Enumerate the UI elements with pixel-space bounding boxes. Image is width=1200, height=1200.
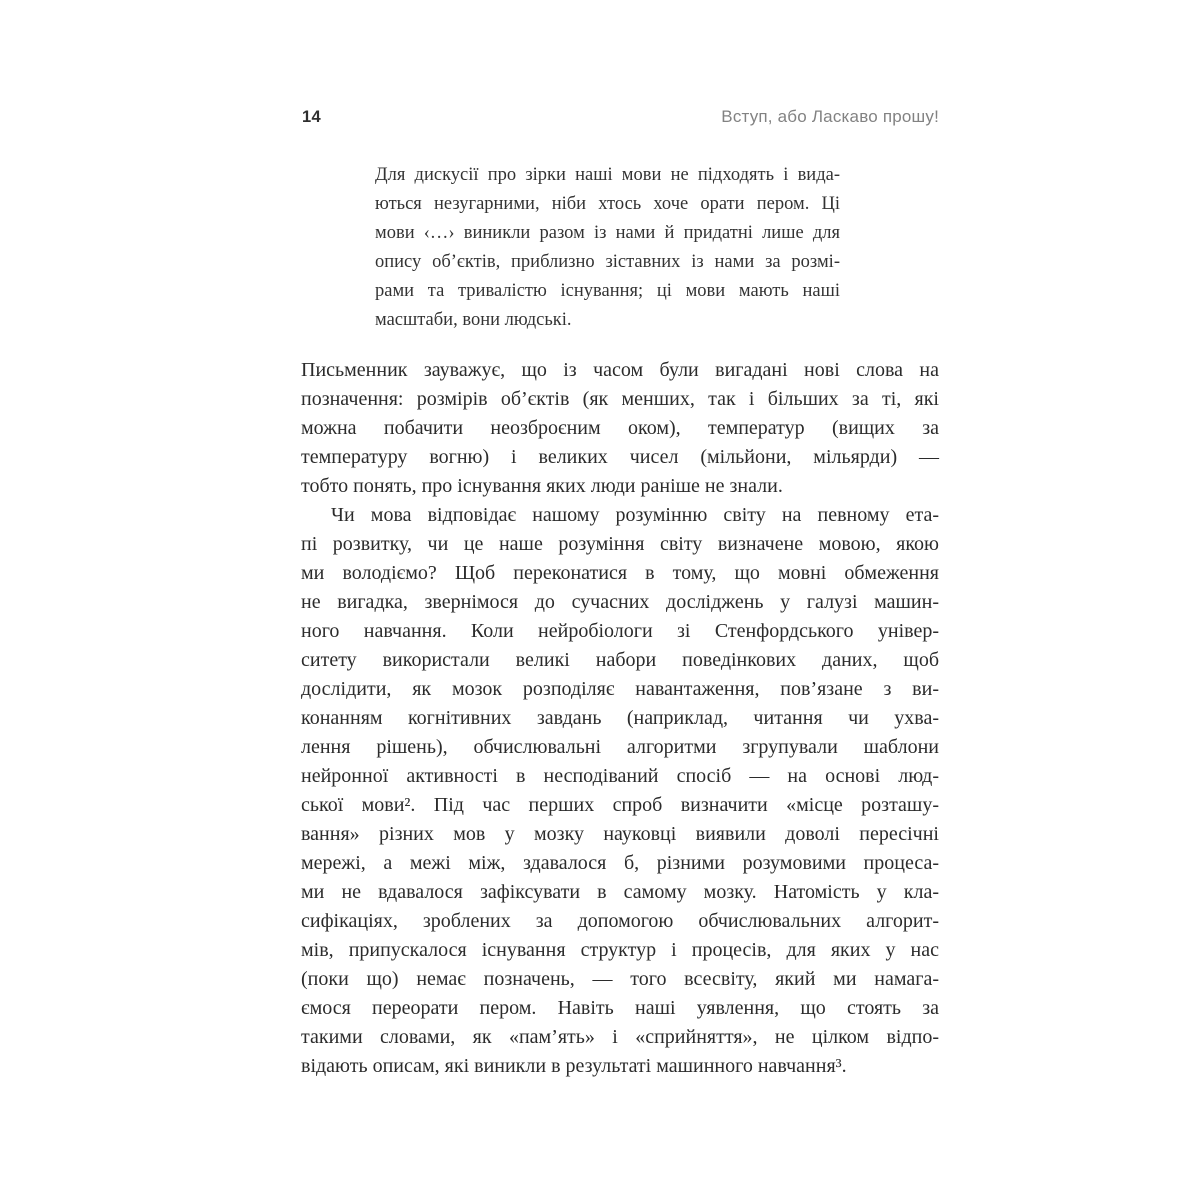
text-line: відають описам, які виникли в результаті машинного навчання³. [301, 1055, 847, 1077]
text-line: рами та тривалістю існування; ці мови мають наші [375, 281, 840, 301]
text-line: можна побачити неозброєним оком), температур (вищих за [301, 417, 939, 439]
text-line: нейронної активності в несподіваний спосіб — на основі люд- [301, 765, 939, 787]
text-line: ської мови². Під час перших спроб визначити «місце розташу- [301, 794, 939, 816]
text-line: сифікаціях, зроблених за допомогою обчислювальних алгорит- [301, 910, 939, 932]
text-line: ємося переорати пером. Навіть наші уявлення, що стоять за [301, 997, 939, 1019]
body-text [301, 356, 939, 1081]
text-line: вання» різних мов у мозку науковці виявили доволі пересічні [301, 823, 939, 845]
text-line: ситету використали великі набори поведінкових даних, щоб [301, 649, 939, 671]
text-line: конанням когнітивних завдань (наприклад, читання чи ухва- [301, 707, 939, 729]
text-line: не вигадка, звернімося до сучасних досліджень у галузі машин- [301, 591, 939, 613]
text-line: Чи мова відповідає нашому розумінню світу на певному ета- [331, 504, 939, 526]
text-line: Для дискусії про зірки наші мови не підходять і вида- [375, 165, 840, 185]
text-line: масштаби, вони людські. [375, 310, 572, 330]
paragraph-1 [301, 356, 939, 501]
text-line: такими словами, як «пам’ять» і «сприйняття», не цілком відпо- [301, 1026, 939, 1048]
text-line: температуру вогню) і великих чисел (мільйони, мільярди) — [301, 446, 939, 468]
text-line: (поки що) немає позначень, — того всесвіту, який ми намага- [301, 968, 939, 990]
text-line: дослідити, як мозок розподіляє навантаження, пов’язане з ви- [301, 678, 939, 700]
paragraph-2 [301, 501, 939, 1081]
text-line: ми не вдавалося зафіксувати в самому мозку. Натомість у кла- [301, 881, 939, 903]
text-line: мережі, а межі між, здавалося б, різними розумовими процеса- [301, 852, 939, 874]
text-line: мів, припускалося існування структур і процесів, для яких у нас [301, 939, 939, 961]
page-number: 14 [302, 108, 321, 126]
text-line: позначення: розмірів об’єктів (як менших, так і більших за ті, які [301, 388, 939, 410]
text-line: лення рішень), обчислювальні алгоритми згрупували шаблони [301, 736, 939, 758]
text-line: ються незугарними, ніби хтось хоче орати пером. Ці [375, 194, 840, 214]
block-quote [375, 161, 840, 335]
text-line: тобто понять, про існування яких люди раніше не знали. [301, 475, 783, 497]
running-head: Вступ, або Ласкаво прошу! [721, 107, 939, 126]
page-header [302, 107, 939, 127]
text-line: ми володіємо? Щоб переконатися в тому, що мовні обмеження [301, 562, 939, 584]
text-line: мови ‹…› виникли разом із нами й придатні лише для [375, 223, 840, 243]
text-line: пі розвитку, чи це наше розуміння світу визначене мовою, якою [301, 533, 939, 555]
text-line: Письменник зауважує, що із часом були вигадані нові слова на [301, 359, 939, 381]
text-line: опису об’єктів, приблизно зіставних із нами за розмі- [375, 252, 840, 272]
text-line: ного навчання. Коли нейробіологи зі Стенфордського універ- [301, 620, 939, 642]
